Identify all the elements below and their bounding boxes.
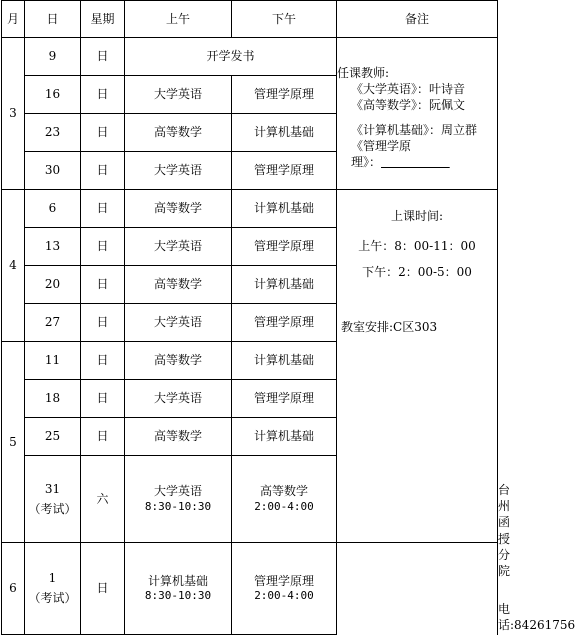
day-cell: 27 xyxy=(25,304,81,342)
logistics-note xyxy=(337,190,498,543)
afternoon-cell: 管理学原理 xyxy=(232,76,337,114)
exam-time: 8:30-10:30 xyxy=(144,588,212,602)
morning-cell: 大学英语 xyxy=(125,76,232,114)
exam-time: 2:00-4:00 xyxy=(254,588,314,602)
exam-time: 8:30-10:30 xyxy=(144,499,212,513)
merged-event-cell: 开学发书 xyxy=(125,38,337,76)
header-morning: 上午 xyxy=(125,1,232,38)
day-cell: 18 xyxy=(25,380,81,418)
morning-cell: 大学英语 xyxy=(125,304,232,342)
weekday-cell: 日 xyxy=(81,114,125,152)
day-cell: 20 xyxy=(25,266,81,304)
day-cell: 9 xyxy=(25,38,81,76)
weekday-cell: 日 xyxy=(81,304,125,342)
header-row xyxy=(2,1,498,38)
table-row xyxy=(2,542,498,634)
weekday-cell: 日 xyxy=(81,342,125,380)
afternoon-cell: 管理学原理 xyxy=(232,228,337,266)
day-cell xyxy=(25,456,81,543)
afternoon-cell: 管理学原理 xyxy=(232,304,337,342)
classroom-info: 教室安排:C区303 xyxy=(341,319,438,334)
table-row xyxy=(2,38,498,76)
schedule-table xyxy=(1,0,575,635)
teachers-title: 任课教师: xyxy=(337,65,390,80)
header-day: 日 xyxy=(25,1,81,38)
month-cell: 4 xyxy=(2,190,25,342)
weekday-cell: 日 xyxy=(81,76,125,114)
afternoon-cell: 计算机基础 xyxy=(232,342,337,380)
morning-cell: 大学英语 xyxy=(125,152,232,190)
course-name: 管理学原理 xyxy=(253,573,314,588)
header-month: 月 xyxy=(2,1,25,38)
weekday-cell: 日 xyxy=(81,228,125,266)
day-cell xyxy=(25,542,81,634)
teacher-line: 《大学英语》：叶诗音 xyxy=(351,82,466,97)
exam-note: （考试） xyxy=(28,591,77,606)
course-name: 计算机基础 xyxy=(147,573,208,588)
afternoon-cell: 计算机基础 xyxy=(232,190,337,228)
weekday-cell: 日 xyxy=(81,418,125,456)
month-cell: 5 xyxy=(2,342,25,543)
day-cell: 25 xyxy=(25,418,81,456)
day-cell: 23 xyxy=(25,114,81,152)
header-afternoon: 下午 xyxy=(232,1,337,38)
course-name: 高等数学 xyxy=(259,484,308,499)
month-cell: 6 xyxy=(2,542,25,634)
teacher-line-blank xyxy=(337,138,497,170)
morning-time: 上午：8：00-11：00 xyxy=(358,239,476,254)
header-weekday: 星期 xyxy=(81,1,125,38)
morning-cell xyxy=(125,542,232,634)
morning-cell xyxy=(125,456,232,543)
weekday-cell: 六 xyxy=(81,456,125,543)
header-notes: 备注 xyxy=(337,1,498,38)
day-number: 1 xyxy=(48,570,57,585)
afternoon-cell: 计算机基础 xyxy=(232,418,337,456)
weekday-cell: 日 xyxy=(81,152,125,190)
day-cell: 13 xyxy=(25,228,81,266)
day-cell: 11 xyxy=(25,342,81,380)
morning-cell: 高等数学 xyxy=(125,190,232,228)
weekday-cell: 日 xyxy=(81,542,125,634)
exam-time: 2:00-4:00 xyxy=(254,499,314,513)
morning-cell: 大学英语 xyxy=(125,228,232,266)
day-cell: 6 xyxy=(25,190,81,228)
afternoon-cell xyxy=(232,542,337,634)
blank-underline xyxy=(381,155,450,169)
morning-cell: 高等数学 xyxy=(125,114,232,152)
morning-cell: 高等数学 xyxy=(125,342,232,380)
weekday-cell: 日 xyxy=(81,266,125,304)
afternoon-cell: 计算机基础 xyxy=(232,266,337,304)
month-cell: 3 xyxy=(2,38,25,190)
morning-cell: 大学英语 xyxy=(125,380,232,418)
teachers-note xyxy=(337,38,498,190)
afternoon-cell xyxy=(232,456,337,543)
afternoon-cell: 管理学原理 xyxy=(232,152,337,190)
class-time-title: 上课时间: xyxy=(390,209,444,223)
afternoon-cell: 计算机基础 xyxy=(232,114,337,152)
weekday-cell: 日 xyxy=(81,38,125,76)
afternoon-time: 下午：2：00-5：00 xyxy=(362,265,472,280)
exam-note: （考试） xyxy=(28,501,77,516)
teacher-line-label: 《管理学原理》： xyxy=(351,138,412,169)
teacher-line: 《高等数学》：阮佩文 xyxy=(351,98,466,113)
weekday-cell: 日 xyxy=(81,380,125,418)
afternoon-cell: 管理学原理 xyxy=(232,380,337,418)
weekday-cell: 日 xyxy=(81,190,125,228)
teacher-line: 《计算机基础》：周立群 xyxy=(351,122,478,137)
day-number: 31 xyxy=(44,481,61,496)
table-row xyxy=(2,190,498,228)
morning-cell: 高等数学 xyxy=(125,266,232,304)
morning-cell: 高等数学 xyxy=(125,418,232,456)
course-name: 大学英语 xyxy=(153,484,202,499)
table-row: 31 （考试） 六 大学英语 8:30-10:30 高等数学 2:00-4:00 台州函授分院 电话:84261756 xyxy=(2,456,498,543)
day-cell: 30 xyxy=(25,152,81,190)
day-cell: 16 xyxy=(25,76,81,114)
